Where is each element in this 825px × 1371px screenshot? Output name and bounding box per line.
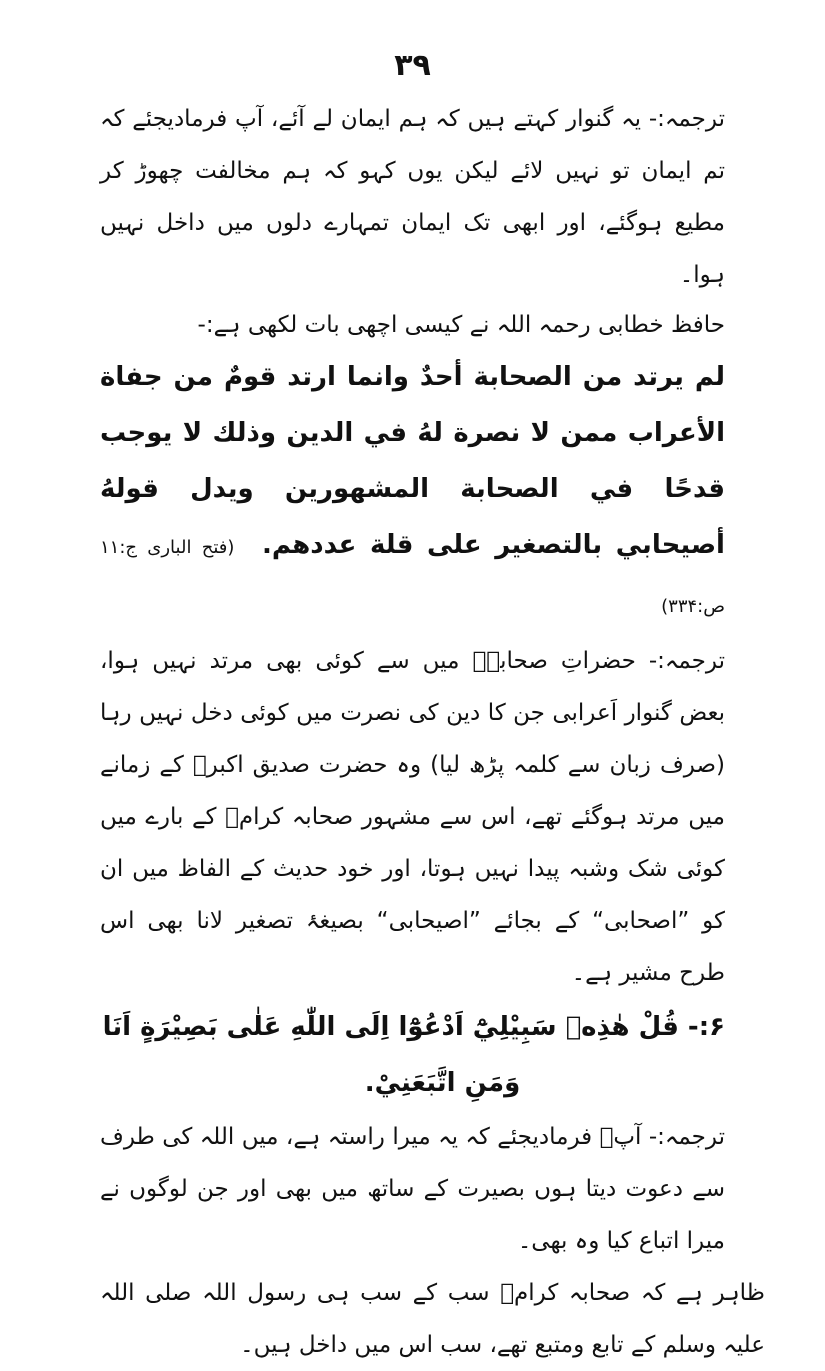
translation-paragraph-3: ترجمہ:- آپؐ فرمادیجئے کہ یہ میرا راستہ ہے، میں اللہ کی طرف سے دعوت دیتا ہوں بصیرت کے ساتھ میں بھی اور جن لوگوں نے میرا اتباع کیا وہ بھی۔ (100, 1124, 725, 1254)
quranic-verse (100, 999, 725, 1111)
verse-text-1: قُلْ هٰذِهٖ سَبِيْلِيْٓ اَدْعُوْٓا اِلَى اللّٰهِ عَلٰى بَصِيْرَةٍ اَنَا (102, 1012, 679, 1042)
page-number: ۳۹ (394, 48, 431, 83)
translation-paragraph-2: ترجمہ:- حضراتِ صحابہؓ میں سے کوئی بھی مرتد نہیں ہوا، بعض گنوار اَعرابی جن کا دین کی نصرت میں کوئی دخل نہیں رہا (صرف زبان سے کلمہ پڑھ لیا) وہ حضرت صدیق اکبرؓ کے زمانے میں مرتد ہوگئے تھے، اس سے مشہور صحابہ کرامؓ کے بارے میں کوئی شک وشبہ پیدا نہیں ہوتا، اور خود حدیث کے الفاظ میں ان کو ”اصحابی“ کے بجائے ”اصیحابی“ بصیغۂ تصغیر لانا بھی اس طرح مشیر ہے۔ (100, 648, 725, 986)
arabic-quote-text: لم يرتد من الصحابة أحدٌ وانما ارتد قومٌ من جفاة الأعراب ممن لا نصرة لهُ في الدين وذلك لا يوجب قدحًا في الصحابة المشهورين ويدل قولهُ أصيحابي بالتصغير على قلة عددهم. (100, 362, 725, 560)
quote-reference: (فتح الباری ج:۱۱ ص:۳۳۴) (100, 537, 725, 617)
conclusion-paragraph: ظاہر ہے کہ صحابہ کرامؓ سب کے سب ہی رسول اللہ صلی اللہ علیہ وسلم کے تابع ومتبع تھے، سب اس میں داخل ہیں۔ (100, 1280, 765, 1358)
verse-number: ۶:- (687, 1012, 725, 1042)
arabic-quote (100, 349, 725, 635)
translation-paragraph-1: ترجمہ:- یہ گنوار کہتے ہیں کہ ہم ایمان لے آئے، آپ فرمادیجئے کہ تم ایمان تو نہیں لائے لیکن یوں کہو کہ ہم مخالفت چھوڑ کر مطیع ہوگئے، اور ابھی تک ایمان تمہارے دلوں میں داخل نہیں ہوا۔ (100, 106, 725, 288)
verse-line-1 (100, 999, 725, 1055)
khattabi-intro: حافظ خطابی رحمہ اللہ نے کیسی اچھی بات لکھی ہے:- (197, 312, 725, 338)
verse-line-2: وَمَنِ اتَّبَعَنِيْ. (364, 1068, 521, 1098)
